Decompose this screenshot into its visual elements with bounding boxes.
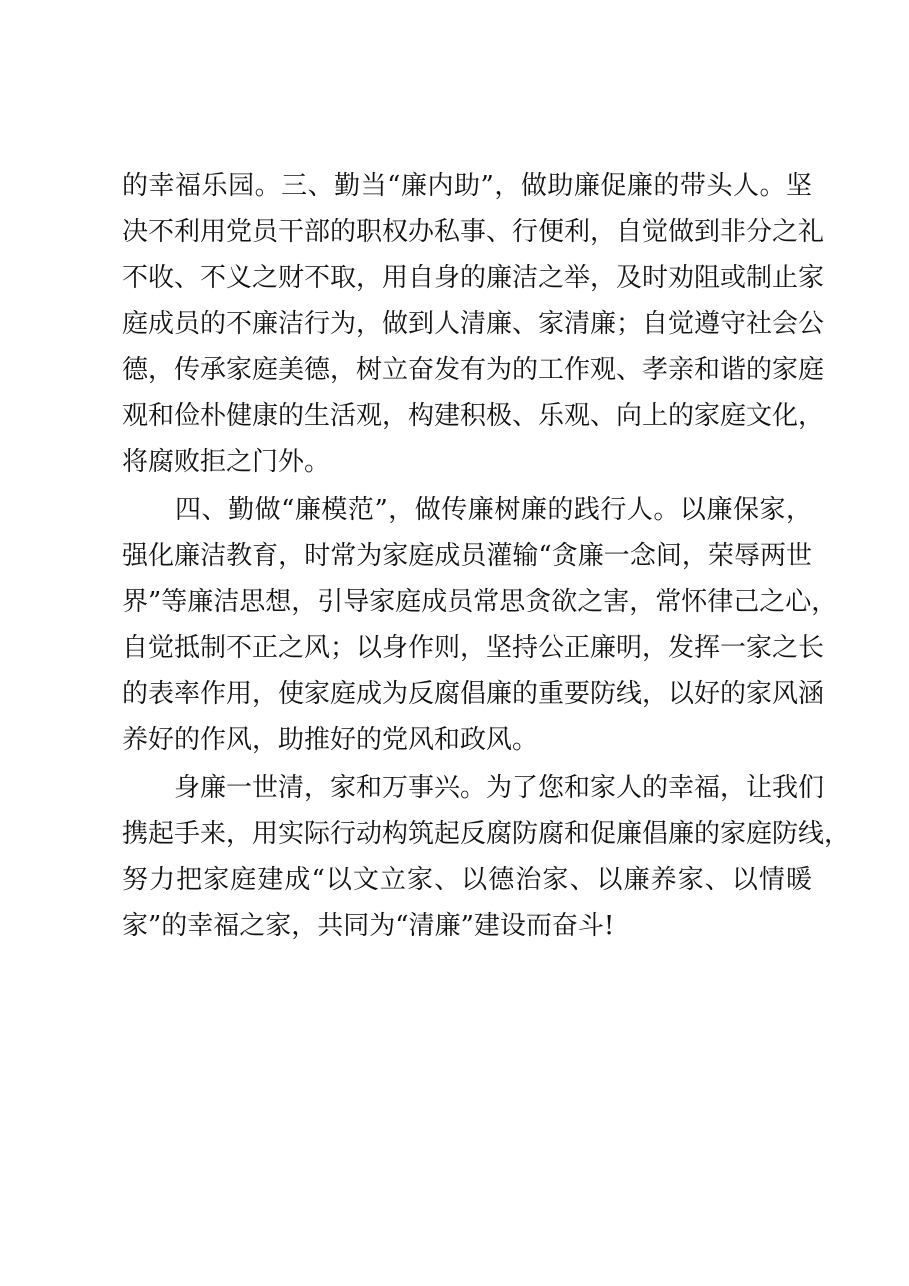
paragraph-line: 界”等廉洁思想，引导家庭成员常思贪欲之害，常怀律己之心，	[122, 587, 838, 617]
paragraph-line: 德，传承家庭美德，树立奋发有为的工作观、孝亲和谐的家庭	[122, 355, 825, 385]
paragraph-line: 不收、不义之财不取，用自身的廉洁之举，及时劝阻或制止家	[122, 263, 825, 293]
paragraph-line: 的表率作用，使家庭成为反腐倡廉的重要防线，以好的家风涵	[122, 679, 825, 709]
paragraph-1	[122, 163, 825, 485]
paragraph-line: 家”的幸福之家，共同为“清廉”建设而奋斗!	[122, 911, 615, 941]
paragraph-line: 自觉抵制不正之风；以身作则，坚持公正廉明，发挥一家之长	[122, 633, 825, 663]
paragraph-line: 努力把家庭建成“以文立家、以德治家、以廉养家、以情暖	[122, 865, 812, 895]
paragraph-line: 决不利用党员干部的职权办私事、行便利，自觉做到非分之礼	[122, 217, 825, 247]
paragraph-line: 庭成员的不廉洁行为，做到人清廉、家清廉；自觉遵守社会公	[122, 309, 825, 339]
paragraph-line: 的幸福乐园。三、勤当“廉内助”，做助廉促廉的带头人。坚	[122, 171, 812, 201]
paragraph-line: 观和俭朴健康的生活观，构建积极、乐观、向上的家庭文化，	[122, 401, 825, 431]
paragraph-line: 养好的作风，助推好的党风和政风。	[122, 725, 539, 755]
paragraph-line: 四、勤做“廉模范”，做传廉树廉的践行人。以廉保家，	[122, 495, 812, 525]
document-body	[122, 163, 851, 951]
paragraph-2	[122, 487, 838, 763]
paragraph-line: 强化廉洁教育，时常为家庭成员灌输“贪廉一念间，荣辱两世	[122, 541, 812, 571]
paragraph-3	[122, 765, 851, 949]
paragraph-line: 携起手来，用实际行动构筑起反腐防腐和促廉倡廉的家庭防线，	[122, 819, 851, 849]
paragraph-line: 身廉一世清，家和万事兴。为了您和家人的幸福，让我们	[122, 773, 825, 803]
paragraph-line: 将腐败拒之门外。	[122, 447, 331, 477]
